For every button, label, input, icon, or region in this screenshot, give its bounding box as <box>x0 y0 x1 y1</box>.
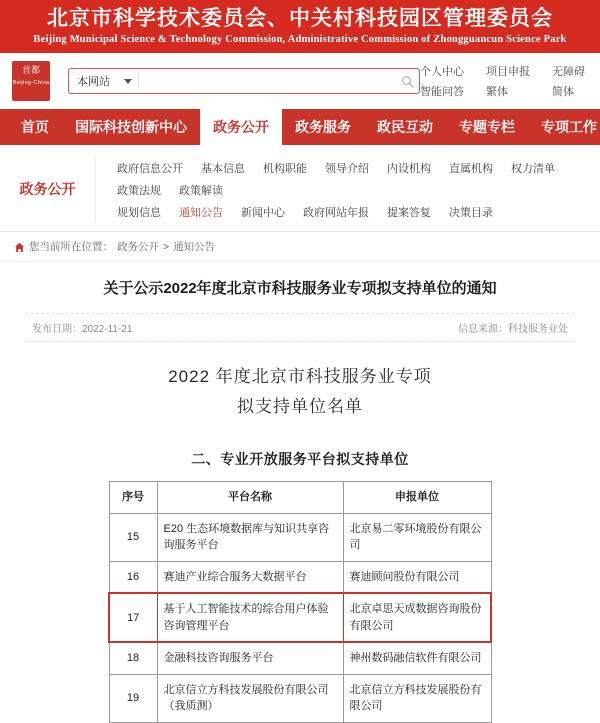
cell-no: 18 <box>109 642 157 674</box>
sub-navigation <box>0 145 600 232</box>
page-title: 关于公示2022年度北京市科技服务业专项拟支持单位的通知 <box>103 280 497 298</box>
subnav-item-planning-info[interactable]: 规划信息 <box>117 207 161 220</box>
subnav-item-proposal-replies[interactable]: 提案答复 <box>387 207 431 220</box>
subnav-item-policy-interpretation[interactable]: 政策解读 <box>179 185 223 198</box>
cell-platform: 北京信立方科技发展股份有限公司（我质测） <box>157 674 343 722</box>
cell-platform: 赛迪产业综合服务大数据平台 <box>157 561 343 593</box>
column-header-unit: 申报单位 <box>343 482 491 514</box>
table-row-highlighted <box>109 593 491 642</box>
nav-item-government-affairs-disclosure[interactable]: 政务公开 <box>200 109 282 145</box>
subnav-item-policies-regulations[interactable]: 政策法规 <box>117 185 161 198</box>
breadcrumb-item-gov-disclosure[interactable]: 政务公开 <box>117 241 159 254</box>
publish-date-value: 2022-11-21 <box>82 323 133 335</box>
section-heading: 二、专业开放服务平台拟支持单位 <box>191 451 409 468</box>
publish-date-group <box>32 320 132 335</box>
logo-line2: Beijing·China <box>12 80 50 87</box>
cell-unit: 北京信立方科技发展股份有限公司 <box>343 674 491 722</box>
cell-no: 16 <box>109 561 157 593</box>
publish-date-label: 发布日期： <box>32 323 82 335</box>
subnav-item-affiliated-orgs[interactable]: 直属机构 <box>449 163 493 176</box>
source-group <box>458 320 568 335</box>
support-units-table <box>108 481 492 723</box>
nav-item-home[interactable]: 首页 <box>21 119 49 136</box>
table-row <box>109 561 491 593</box>
cell-platform: E20 生态环境数据库与知识共享咨询服务平台 <box>157 513 343 561</box>
subnav-item-basic-info[interactable]: 基本信息 <box>201 163 245 176</box>
cell-platform: 金融科技咨询服务平台 <box>157 642 343 674</box>
search-scope-selector[interactable] <box>69 73 138 89</box>
cell-no: 19 <box>109 674 157 722</box>
search-box[interactable] <box>68 68 420 94</box>
cell-unit: 赛迪顾问股份有限公司 <box>343 561 491 593</box>
top-link-smart-qa[interactable]: 智能问答 <box>420 86 464 99</box>
document-heading-line1: 2022 年度北京市科技服务业专项 <box>168 366 432 386</box>
nav-item-public-interaction[interactable]: 政民互动 <box>377 119 433 136</box>
cell-no: 17 <box>109 593 157 642</box>
site-logo[interactable] <box>12 61 50 101</box>
search-strip <box>0 53 600 109</box>
table-row <box>109 674 491 722</box>
nav-item-intl-innovation-center[interactable]: 国际科技创新中心 <box>75 119 187 136</box>
site-masthead <box>0 0 600 53</box>
subnav-item-decision-catalog[interactable]: 决策目录 <box>449 207 493 220</box>
table-row <box>109 513 491 561</box>
cell-unit: 北京易二零环境股份有限公司 <box>343 513 491 561</box>
source-label: 信息来源： <box>458 323 508 335</box>
cell-unit: 神州数码融信软件有限公司 <box>343 642 491 674</box>
table-row <box>109 642 491 674</box>
subnav-item-leaders[interactable]: 领导介绍 <box>325 163 369 176</box>
nav-item-government-services[interactable]: 政务服务 <box>295 119 351 136</box>
breadcrumb-prefix: 您当前所在位置： <box>29 241 113 254</box>
column-header-no: 序号 <box>109 482 157 514</box>
document-heading-line2: 拟支持单位名单 <box>237 396 363 416</box>
cell-platform: 基于人工智能技术的综合用户体验咨询管理平台 <box>157 593 343 642</box>
logo-line1: 首都 <box>21 65 40 76</box>
subnav-item-notices[interactable]: 通知公告 <box>179 207 223 220</box>
top-link-personal-center[interactable]: 个人中心 <box>420 66 464 79</box>
subnav-item-gov-info-disclosure[interactable]: 政府信息公开 <box>117 163 183 176</box>
top-link-accessibility[interactable]: 无障碍 <box>552 66 585 79</box>
top-utility-links <box>420 63 589 99</box>
top-link-simplified-chinese[interactable]: 简体 <box>552 86 574 99</box>
nav-item-special-work[interactable]: 专项工作 <box>541 119 597 136</box>
sub-navigation-links <box>96 155 600 223</box>
article-body <box>0 262 600 723</box>
search-input[interactable] <box>139 75 395 87</box>
nav-item-special-columns[interactable]: 专题专栏 <box>459 119 515 136</box>
chevron-down-icon <box>124 79 132 84</box>
breadcrumb <box>0 232 600 262</box>
sub-navigation-title: 政务公开 <box>0 155 96 223</box>
subnav-item-org-functions[interactable]: 机构职能 <box>263 163 307 176</box>
article-meta <box>26 313 574 342</box>
top-link-traditional-chinese[interactable]: 繁体 <box>486 86 508 99</box>
cell-unit: 北京卓思天成数据咨询股份有限公司 <box>343 593 491 642</box>
subnav-item-internal-depts[interactable]: 内设机构 <box>387 163 431 176</box>
search-icon[interactable] <box>395 75 419 88</box>
home-icon <box>14 242 25 253</box>
breadcrumb-separator: > <box>163 240 170 253</box>
document-heading <box>26 342 574 428</box>
subnav-item-power-list[interactable]: 权力清单 <box>511 163 555 176</box>
main-navigation <box>0 109 600 145</box>
cell-no: 15 <box>109 513 157 561</box>
column-header-platform: 平台名称 <box>157 482 343 514</box>
breadcrumb-item-notices[interactable]: 通知公告 <box>173 241 216 254</box>
masthead-title-cn: 北京市科学技术委员会、中关村科技园区管理委员会 <box>47 7 553 30</box>
search-scope-label: 本网站 <box>77 76 110 89</box>
masthead-title-en: Beijing Municipal Science & Technology Commission, Administrative Commission of Zhongguancun Science Park <box>33 34 567 46</box>
table-header-row <box>109 482 491 514</box>
top-link-project-application[interactable]: 项目申报 <box>486 66 530 79</box>
subnav-item-website-annual-report[interactable]: 政府网站年报 <box>303 207 369 220</box>
source-value: 科技服务业处 <box>508 323 568 335</box>
subnav-item-news-center[interactable]: 新闻中心 <box>241 207 285 220</box>
